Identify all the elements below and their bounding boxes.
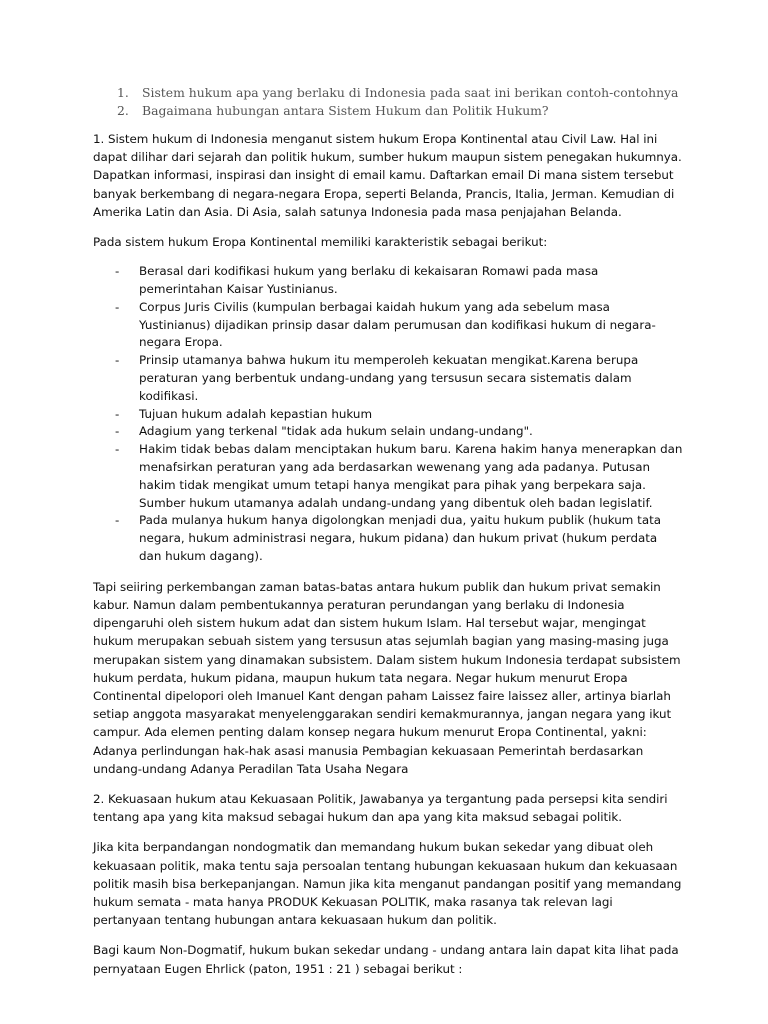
question-text: Bagaimana hubungan antara Sistem Hukum dan Politik Hukum? (142, 103, 549, 118)
characteristics-list (93, 263, 683, 566)
list-item-text: Prinsip utamanya bahwa hukum itu memperoleh kekuatan mengikat.Karena berupa peraturan yang berbentuk undang-undang yang tersusun secara sistematis dalam kodifikasi. (139, 353, 639, 403)
question-item (93, 84, 683, 102)
list-item-text: Hakim tidak bebas dalam menciptakan hukum baru. Karena hakim hanya menerapkan dan menafsirkan peraturan yang ada berdasarkan wewenang yang ada padanya. Putusan hakim tidak mengikat umum tetapi hanya mengikat para pihak yang berpekara saja. Sumber hukum utamanya adalah undang-undang yang dibentuk oleh badan legislatif. (139, 442, 683, 510)
characteristics-heading: Pada sistem hukum Eropa Kontinental memiliki karakteristik sebagai berikut: (93, 235, 548, 250)
list-item (93, 263, 683, 299)
bullet-dash: - (115, 513, 120, 528)
answer-two-intro: 2. Kekuasaan hukum atau Kekuasaan Politik, Jawabanya ya tergantung pada persepsi kita sendiri tentang apa yang kita maksud sebagai hukum dan apa yang kita maksud sebagai politik. (93, 792, 668, 825)
document-page (93, 84, 683, 990)
legal-system-development-paragraph: Tapi seiiring perkembangan zaman batas-batas antara hukum publik dan hukum privat semakin kabur. Namun dalam pembentukannya peraturan perundangan yang berlaku di Indonesia dipengaruhi oleh sistem hukum adat dan sistem hukum Islam. Hal tersebut wajar, mengingat hukum merupakan sebuah sistem yang tersusun atas sejumlah bagian yang masing-masing juga merupakan sistem yang dinamakan subsistem. Dalam sistem hukum Indonesia terdapat subsistem hukum perdata, hukum pidana, maupun hukum tata negara. Negar hukum menurut Eropa Continental dipelopori oleh Imanuel Kant dengan paham Laissez faire laissez aller, artinya biarlah setiap anggota masyarakat menyelenggarakan sendiri kemakmurannya, jangan negara yang ikut campur. Ada elemen penting dalam konsep negara hukum menurut Eropa Continental, yakni: Adanya perlindungan hak-hak asasi manusia Pembagian kekuasaan Pemerintah berdasarkan undang-undang Adanya Peradilan Tata Usaha Negara (93, 579, 681, 776)
list-item (93, 352, 683, 405)
question-number: 2. (117, 103, 129, 118)
list-item-text: Corpus Juris Civilis (kumpulan berbagai kaidah hukum yang ada sebelum masa Yustinianus) dijadikan prinsip dasar dalam perumusan dan kodifikasi hukum di negara-negara Eropa. (139, 299, 656, 350)
bullet-dash: - (115, 406, 120, 421)
bullet-dash: - (115, 442, 120, 457)
list-item (93, 406, 683, 424)
question-text: Sistem hukum apa yang berlaku di Indonesia pada saat ini berikan contoh-contohnya (142, 85, 679, 100)
list-item-text: Adagium yang terkenal "tidak ada hukum selain undang-undang". (139, 424, 533, 439)
ehrlich-quote-intro: Bagi kaum Non-Dogmatif, hukum bukan sekedar undang - undang antara lain dapat kita lihat pada pernyataan Eugen Ehrlick (paton, 1951 : 21 ) sebagai berikut : (93, 943, 679, 976)
bullet-dash: - (115, 264, 120, 279)
list-item (93, 441, 683, 512)
question-item (93, 102, 683, 120)
list-item (93, 423, 683, 441)
list-item (93, 512, 683, 565)
bullet-dash: - (115, 353, 120, 368)
question-number: 1. (117, 85, 129, 100)
nondogmatic-view-paragraph: Jika kita berpandangan nondogmatik dan memandang hukum bukan sekedar yang dibuat oleh kekuasaan politik, maka tentu saja persoalan tentang hubungan kekuasaan hukum dan kekuasaan politik masih bisa berkepanjangan. Namun jika kita menganut pandangan positif yang memandang hukum semata - mata hanya PRODUK Kekuasan POLITIK, maka rasanya tak relevan lagi pertanyaan tentang hubungan antara kekuasaan hukum dan politik. (93, 840, 682, 928)
bullet-dash: - (115, 299, 120, 314)
list-item-text: Tujuan hukum adalah kepastian hukum (139, 406, 373, 421)
list-item-text: Pada mulanya hukum hanya digolongkan menjadi dua, yaitu hukum publik (hukum tata negara, hukum administrasi negara, hukum pidana) dan hukum privat (hukum perdata dan hukum dagang). (139, 513, 662, 563)
answer-one-intro: 1. Sistem hukum di Indonesia menganut sistem hukum Eropa Kontinental atau Civil Law. Hal ini dapat dilihar dari sejarah dan politik hukum, sumber hukum maupun sistem penegakan hukumnya. Dapatkan informasi, inspirasi dan insight di email kamu. Daftarkan email Di mana sistem tersebut banyak berkembang di negara-negara Eropa, seperti Belanda, Prancis, Italia, Jerman. Kemudian di Amerika Latin dan Asia. Di Asia, salah satunya Indonesia pada masa penjajahan Belanda. (93, 132, 682, 219)
list-item (93, 299, 683, 352)
bullet-dash: - (115, 424, 120, 439)
question-list (93, 84, 683, 120)
list-item-text: Berasal dari kodifikasi hukum yang berlaku di kekaisaran Romawi pada masa pemerintahan Kaisar Yustinianus. (139, 264, 599, 297)
